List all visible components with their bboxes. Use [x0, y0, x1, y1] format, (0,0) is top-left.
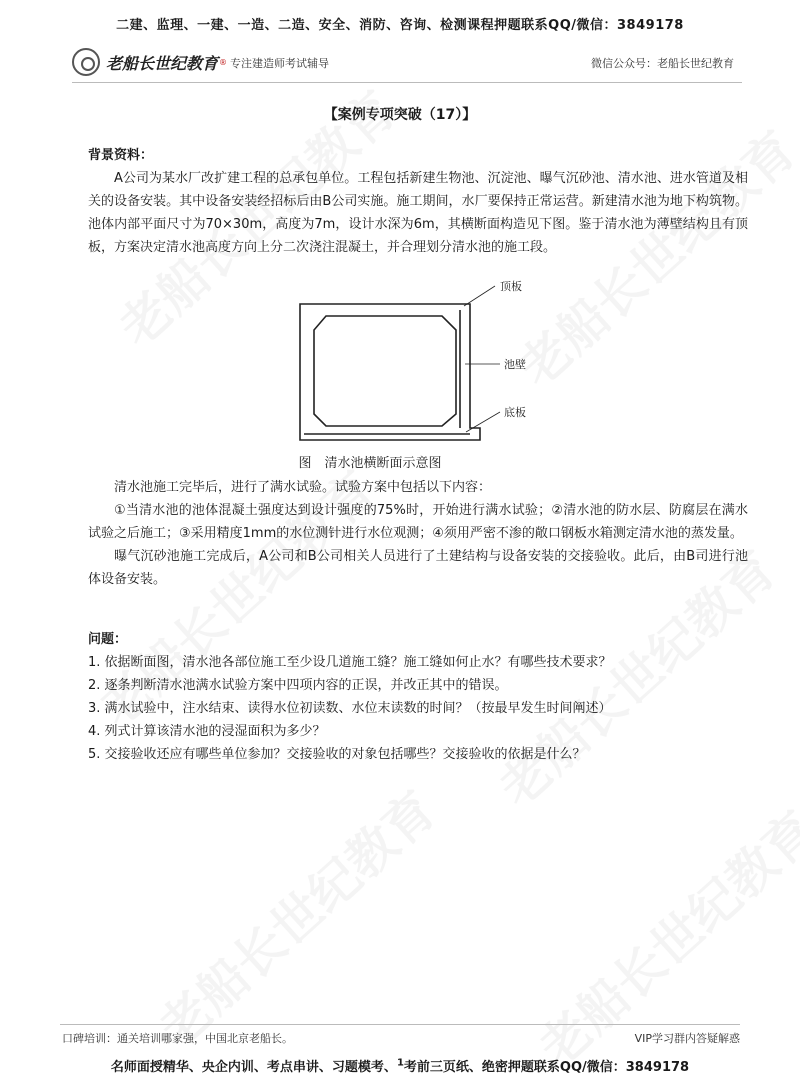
tagline: 专注建造师考试辅导 [230, 57, 329, 70]
logo-text: 老船长世纪教育 [106, 53, 219, 73]
ship-wheel-icon [72, 48, 100, 76]
footer-divider [60, 1024, 740, 1025]
header-divider [72, 82, 742, 83]
footer-vip-note: VIP学习群内答疑解惑 [634, 1032, 740, 1045]
test-section [88, 476, 748, 591]
background-heading: 背景资料： [88, 148, 154, 163]
leader-bottom [466, 412, 500, 432]
page-number: 1 [396, 1057, 404, 1069]
cross-section-diagram [290, 276, 540, 452]
leader-top [464, 286, 495, 306]
label-pool-wall: 池壁 [504, 359, 526, 371]
page-title: 【案例专项突破（17）】 [323, 107, 477, 123]
question-item: 1. 依据断面图，清水池各部位施工至少设几道施工缝？施工缝如何止水？有哪些技术要求？ [88, 655, 612, 670]
label-bottom-slab: 底板 [504, 407, 526, 419]
bottom-banner [0, 1056, 800, 1075]
figure-caption: 图 清水池横断面示意图 [298, 456, 442, 471]
body-paragraph-2: ①当清水池的池体混凝土强度达到设计强度的75%时，开始进行满水试验；②清水池的防水层、防腐层在满水试验之后施工；③采用精度1mm的水位测针进行水位观测；④须用严密不渗的敞口钢板水箱测定清水池的蒸发量。 [88, 503, 748, 541]
page-header [72, 44, 742, 80]
body-paragraph-1: 清水池施工完毕后，进行了满水试验。试验方案中包括以下内容： [114, 480, 492, 495]
bottom-banner-part-a: 名师面授精华、央企内训、考点串讲、习题模考、 [110, 1060, 397, 1075]
wechat-account: 微信公众号：老船长世纪教育 [591, 57, 734, 70]
question-item: 5. 交接验收还应有哪些单位参加？交接验收的对象包括哪些？交接验收的依据是什么？ [88, 747, 586, 762]
body-paragraph-3: 曝气沉砂池施工完成后，A公司和B公司相关人员进行了土建结构与设备安装的交接验收。此后，由B司进行池体设备安装。 [88, 549, 748, 587]
footer-slogan: 口碑培训：通关培训哪家强，中国北京老船长。 [62, 1032, 293, 1045]
questions-heading: 问题： [88, 632, 128, 647]
label-top-slab: 顶板 [500, 281, 522, 293]
question-item: 4. 列式计算该清水池的浸湿面积为多少？ [88, 724, 326, 739]
brand-logo [72, 44, 227, 80]
bottom-banner-part-b: 考前三页纸、绝密押题联系QQ/微信：3849178 [403, 1060, 690, 1075]
top-banner: 二建、监理、一建、一造、二造、安全、消防、咨询、检测课程押题联系QQ/微信：3849178 [116, 18, 684, 33]
questions-section [88, 628, 748, 766]
pool-inner-cavity [314, 316, 456, 426]
registered-mark: ® [219, 57, 228, 67]
background-paragraph: A公司为某水厂改扩建工程的总承包单位。工程包括新建生物池、沉淀池、曝气沉砂池、清水池、进水管道及相关的设备安装。其中设备安装经招标后由B公司实施。施工期间，水厂要保持正常运营。新建清水池为地下构筑物。池体内部平面尺寸为70×30m，高度为7m，设计水深为6m，其横断面构造见下图。鉴于清水池为薄壁结构且有顶板，方案决定清水池高度方向上分二次浇注混凝土，并合理划分清水池的施工段。 [88, 171, 748, 255]
background-section [88, 144, 748, 259]
pool-outer-outline [300, 304, 480, 440]
watermark [141, 772, 449, 1060]
question-item: 2. 逐条判断清水池满水试验方案中四项内容的正误，并改正其中的错误。 [88, 678, 508, 693]
question-item: 3. 满水试验中，注水结束、读得水位初读数、水位末读数的时间？（按最早发生时间阐述） [88, 701, 612, 716]
